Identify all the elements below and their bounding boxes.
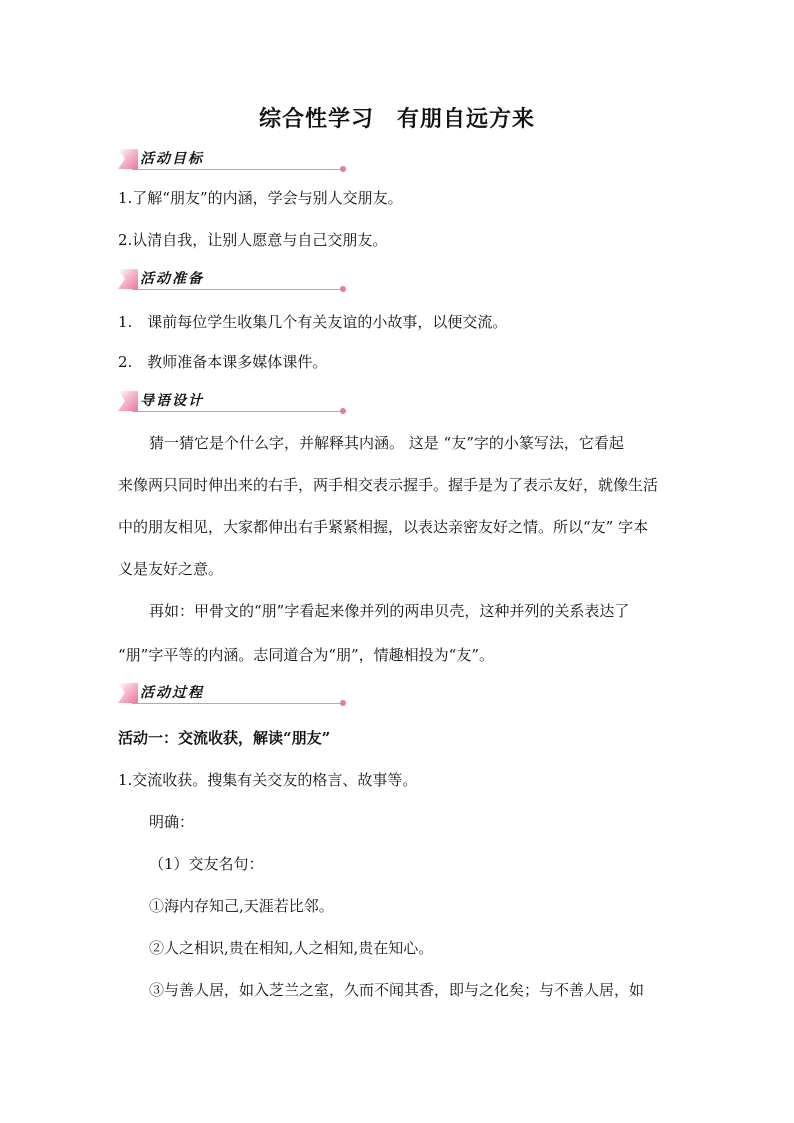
activity-title: 活动一：交流收获，解读“朋友” xyxy=(118,729,331,747)
quote-item: ③与善人居，如入芝兰之室，久而不闻其香，即与之化矣；与不善人居，如 xyxy=(149,981,645,999)
intro-paragraph-line: “朋”字平等的内涵。志同道合为“朋”，情趣相投为“友”。 xyxy=(118,646,495,664)
intro-paragraph-line: 中的朋友相见，大家都伸出右手紧紧相握，以表达亲密友好之情。所以“友” 字本 xyxy=(118,518,649,536)
clarify-label: 明确： xyxy=(149,813,195,831)
dot-icon xyxy=(340,408,346,414)
divider xyxy=(132,289,342,290)
dot-icon xyxy=(340,286,346,292)
quote-item: ①海内存知己,天涯若比邻。 xyxy=(149,897,334,915)
subheading: （1）交友名句： xyxy=(149,855,264,873)
pink-tab-icon xyxy=(118,149,138,169)
section-header-process xyxy=(118,683,238,707)
pink-tab-icon xyxy=(118,269,138,289)
prep-item: 2. 教师准备本课多媒体课件。 xyxy=(118,353,328,371)
intro-paragraph-line: 义是友好之意。 xyxy=(118,560,224,578)
section-label: 活动准备 xyxy=(140,271,204,287)
section-header-intro xyxy=(118,391,238,415)
prep-item: 1. 课前每位学生收集几个有关友谊的小故事，以便交流。 xyxy=(118,313,508,331)
divider xyxy=(132,703,342,704)
page-title: 综合性学习 有朋自远方来 xyxy=(258,106,535,132)
section-header-prep xyxy=(118,269,238,293)
process-item: 1.交流收获。搜集有关交友的格言、故事等。 xyxy=(118,771,418,789)
intro-paragraph-line: 再如：甲骨文的“朋”字看起来像并列的两串贝壳，这种并列的关系表达了 xyxy=(149,602,630,620)
goal-item: 1.了解“朋友”的内涵，学会与别人交朋友。 xyxy=(118,189,403,207)
section-label: 活动目标 xyxy=(140,151,204,167)
divider xyxy=(132,169,342,170)
dot-icon xyxy=(340,166,346,172)
section-header-goals xyxy=(118,149,238,173)
intro-paragraph-line: 来像两只同时伸出来的右手，两手相交表示握手。握手是为了表示友好，就像生活 xyxy=(118,476,659,494)
divider xyxy=(132,411,342,412)
quote-item: ②人之相识,贵在相知,人之相知,贵在知心。 xyxy=(149,939,434,957)
pink-tab-icon xyxy=(118,683,138,703)
section-label: 活动过程 xyxy=(140,685,204,701)
pink-tab-icon xyxy=(118,391,138,411)
section-label: 导语设计 xyxy=(140,393,204,409)
intro-paragraph-line: 猜一猜它是个什么字，并解释其内涵。 这是 “友”字的小篆写法，它看起 xyxy=(149,434,624,452)
goal-item: 2.认清自我，让别人愿意与自己交朋友。 xyxy=(118,231,388,249)
dot-icon xyxy=(340,700,346,706)
